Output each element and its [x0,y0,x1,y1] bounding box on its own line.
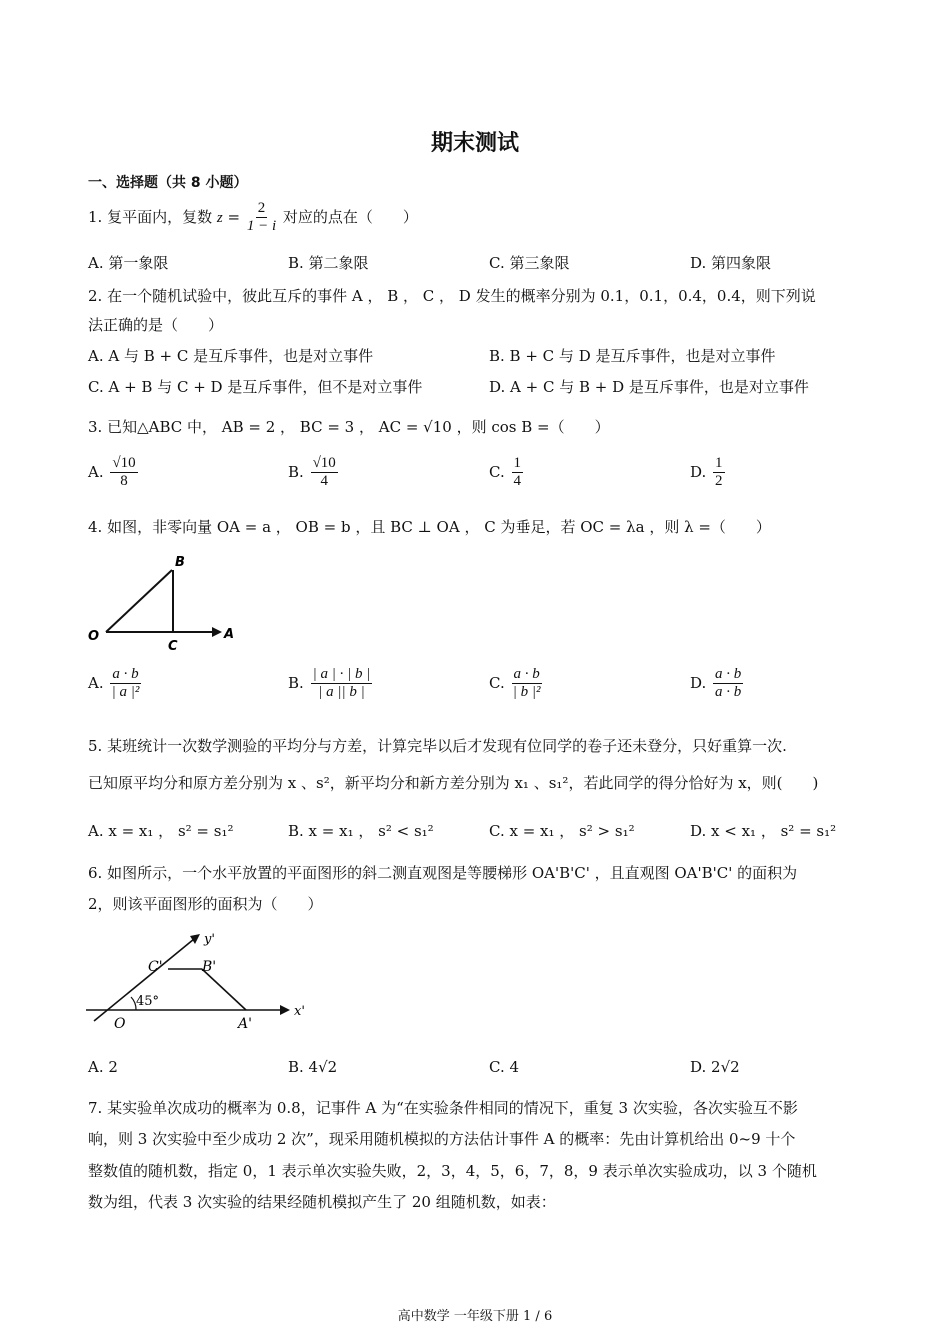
q4-option-c [489,666,544,702]
q3-a-den: 8 [120,473,128,490]
q4-d-num: a · b [713,666,743,684]
q3-stem: 3. 已知△ABC 中， AB = 2 ， BC = 3 ， AC = √10 ，则 cos B =（ ） [88,418,610,436]
q4-a-den: | a |² [111,684,140,701]
q6-x-arrow [280,1005,290,1015]
q7-line-2: 响，则 3 次实验中至少成功 2 次”，现采用随机模拟的方法估计事件 A 的概率：先由计算机给出 0~9 十个 [88,1130,796,1148]
q4-label-a: A [224,627,235,642]
q2-line-2: 法正确的是（ ） [88,316,224,334]
q6-figure [84,925,314,1035]
q2-option-c: C. A + B 与 C + D 是互斥事件，但不是对立事件 [88,378,423,396]
q4-c-label: C. [489,673,505,692]
q3-option-a [88,455,140,491]
q1-stem-a: 1. 复平面内，复数 [88,207,213,226]
section-heading: 一、选择题（共 8 小题） [88,175,248,191]
q5-option-c: C. x = x₁ ， s² > s₁² [489,822,635,840]
page-footer: 高中数学 一年级下册 1 / 6 [397,1309,553,1324]
q6-label-angle: 45° [136,994,160,1009]
q3-c-num: 1 [512,455,524,473]
q3-d-den: 2 [715,473,723,490]
q3-b-num: √10 [311,455,338,473]
q5-line-2: 已知原平均分和原方差分别为 x 、s²，新平均分和新方差分别为 x₁ 、s₁²，若此同学的得分恰好为 x，则( ) [88,774,819,792]
q3-d-label: D. [690,462,707,481]
q1-option-d: D. 第四象限 [690,254,772,272]
q5-line-1: 5. 某班统计一次数学测验的平均分与方差，计算完毕以后才发现有位同学的卷子还未登分，只好重算一次. [88,737,787,755]
q6-line-2: 2，则该平面图形的面积为（ ） [88,895,323,913]
q4-figure [84,548,244,654]
q4-option-b [288,666,374,702]
q6-option-d: D. 2√2 [690,1058,740,1076]
q1-option-c: C. 第三象限 [489,254,570,272]
q2-option-b: B. B + C 与 D 是互斥事件，也是对立事件 [489,347,776,365]
q2-option-d: D. A + C 与 B + D 是互斥事件，也是对立事件 [489,378,809,396]
q3-option-c [489,455,525,491]
q6-label-o: O [114,1016,126,1032]
q4-b-label: B. [288,673,304,692]
q7-line-1: 7. 某实验单次成功的概率为 0.8，记事件 A 为“在实验条件相同的情况下，重复 3 次实验，各次实验互不影 [88,1099,798,1117]
q4-b-num: | a | · | b | [311,666,373,684]
q4-a-label: A. [88,673,104,692]
q2-option-a: A. A 与 B + C 是互斥事件，也是对立事件 [88,347,374,365]
q3-c-den: 4 [513,473,521,490]
q4-label-c: C [168,639,178,654]
q6-label-a: A' [238,1016,252,1032]
q3-c-label: C. [489,462,505,481]
q3-d-num: 1 [713,455,725,473]
q6-line-1: 6. 如图所示，一个水平放置的平面图形的斜二测直观图是等腰梯形 OA'B'C' ，且直观图 OA'B'C' 的面积为 [88,864,798,882]
q5-option-b: B. x = x₁ ， s² < s₁² [288,822,434,840]
q6-option-c: C. 4 [489,1058,520,1076]
q4-option-d [690,666,745,702]
q4-stem: 4. 如图，非零向量 OA = a ， OB = b ，且 BC ⊥ OA ， C 为垂足，若 OC = λa ，则 λ =（ ） [88,518,771,536]
question-1: 1. 复平面内，复数 z = $\frac{2}{1 - i}$ 对应的点在（ ） [88,200,418,235]
q5-option-d: D. x < x₁ ， s² = s₁² [690,822,837,840]
q3-option-b [288,455,340,491]
q3-a-num: √10 [110,455,137,473]
q4-arrow-a [212,627,222,637]
q6-label-c: C' [148,959,163,975]
q4-b-den: | a || b | [318,684,365,701]
q1-num: 2 [256,200,268,218]
q6-option-b: B. 4√2 [288,1058,338,1076]
q1-option-b: B. 第二象限 [288,254,369,272]
q1-fraction [247,200,276,236]
q6-option-a: A. 2 [88,1058,118,1076]
q4-d-den: a · b [715,684,742,701]
q6-label-b: B' [202,959,217,975]
q4-option-a [88,666,143,702]
q2-line-1: 2. 在一个随机试验中，彼此互斥的事件 A ， B ， C ， D 发生的概率分别为 0.1，0.1，0.4，0.4，则下列说 [88,287,816,305]
q4-label-o: O [88,629,100,644]
q1-stem-b: 对应的点在（ ） [282,207,418,226]
q6-y-arrow [190,934,200,944]
q4-label-b: B [175,555,185,570]
q4-c-num: a · b [512,666,542,684]
page-title: 期末测试 [430,131,519,156]
q4-d-label: D. [690,673,707,692]
q1-den: 1 − i [246,218,277,235]
q6-ba-line [202,969,246,1010]
q4-c-den: | b |² [512,684,541,701]
q3-a-label: A. [88,462,104,481]
q3-b-label: B. [288,462,304,481]
q5-option-a: A. x = x₁ ， s² = s₁² [88,822,234,840]
q4-ob-line [106,570,172,632]
q6-label-y: y' [204,932,215,947]
q7-line-4: 数为组，代表 3 次实验的结果经随机模拟产生了 20 组随机数，如表： [88,1193,556,1211]
q6-label-x: x' [294,1004,305,1019]
q4-a-num: a · b [110,666,140,684]
q1-option-a: A. 第一象限 [88,254,169,272]
q7-line-3: 整数值的随机数，指定 0，1 表示单次实验失败，2，3，4，5，6，7，8，9 表示单次实验成功，以 3 个随机 [88,1162,817,1180]
q3-b-den: 4 [320,473,328,490]
q3-option-d [690,455,727,491]
